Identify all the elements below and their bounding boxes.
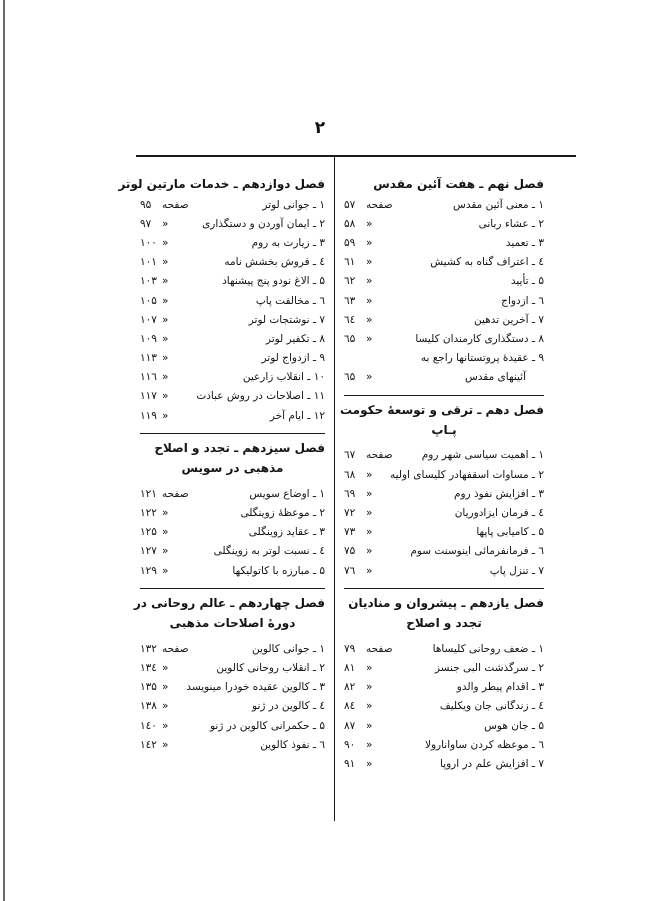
entry-page-number: ٦۹ [344, 487, 356, 500]
entry-page-number: ۱۰۱ [140, 256, 157, 269]
entry-page-number: ٦۱ [344, 256, 356, 269]
page-label: « [366, 564, 373, 577]
toc-entry [140, 542, 325, 561]
column-divider [334, 157, 335, 821]
page-label: « [162, 332, 169, 345]
entry-page-number: ٦۵ [344, 332, 356, 345]
page-label: « [162, 256, 169, 269]
page-label: « [162, 313, 169, 326]
entry-page-number: ۱۲۲ [140, 507, 157, 520]
toc-entry [140, 310, 325, 329]
entry-title: ۲ ـ مساوات اسقفهادر کلیسای اولیه [389, 468, 544, 481]
entry-title: ٤ ـ اعتراف گناه به کشیش [430, 256, 544, 269]
toc-entry [140, 639, 325, 658]
toc-entry [140, 658, 325, 677]
page-label: « [162, 700, 169, 713]
toc-entry [344, 310, 544, 329]
entry-page-number: ۱٤۲ [140, 738, 157, 751]
chapter-title-continued: دورهٔ اصلاحات مذهبی [169, 616, 296, 631]
page-label: « [366, 313, 373, 326]
entry-title: ۷ ـ آخرین تدهین [474, 313, 544, 326]
page-label: « [162, 236, 169, 249]
entry-page-number: ۱٤۰ [140, 719, 157, 732]
page-label: « [162, 738, 169, 751]
chapter-title: فصل دهم ـ ترقی و توسعهٔ حکومت [339, 402, 544, 417]
entry-page-number: ۱۰۷ [140, 313, 157, 326]
entry-title: ۵ ـ الاغ نودو پنج پیشنهاد [222, 275, 325, 288]
toc-entry [344, 446, 544, 465]
toc-entry [344, 561, 544, 580]
toc-entry [140, 214, 325, 233]
entry-page-number: ۱۲۹ [140, 564, 157, 577]
section-divider [344, 588, 544, 589]
page-label: صفحه [366, 198, 393, 211]
toc-entry [140, 195, 325, 214]
toc-entry [140, 735, 325, 754]
page-label: « [366, 507, 373, 520]
page-label: « [162, 661, 169, 674]
toc-entry [344, 716, 544, 735]
chapter-title-continued: مذهبی در سویس [181, 461, 284, 476]
section-divider [140, 588, 325, 589]
entry-title: ۵ ـ جان هوس [484, 719, 544, 732]
chapter-title-continued: تجدد و اصلاح [406, 616, 482, 631]
chapter-title: فصل یازدهم ـ پیشروان و منادیان [348, 596, 544, 611]
page-label: « [366, 526, 373, 539]
entry-title: ۱۰ ـ انقلاب زارعین [242, 371, 325, 384]
entry-title: ۱ ـ اوضاع سویس [249, 487, 325, 500]
page-label: « [366, 468, 373, 481]
entry-page-number: ۹۱ [344, 757, 356, 770]
toc-entry [344, 349, 544, 368]
toc-entry [140, 406, 325, 425]
entry-page-number: ۸۱ [344, 661, 356, 674]
toc-entry [344, 291, 544, 310]
entry-title: ۲ ـ سرگذشت البی جنسز [434, 661, 544, 674]
toc-entry [344, 329, 544, 348]
entry-page-number: ۱۱٦ [140, 371, 157, 384]
toc-entry [140, 387, 325, 406]
page-label: « [162, 294, 169, 307]
entry-page-number: ۱۰۹ [140, 332, 157, 345]
page-label: « [366, 487, 373, 500]
entry-title: ۵ ـ تأیید [510, 275, 544, 288]
entry-title: ۳ ـ تعمید [505, 236, 544, 249]
entry-page-number: ۱۳۵ [140, 681, 157, 694]
page-label: « [162, 409, 169, 422]
page-label: صفحه [366, 642, 393, 655]
toc-entry [344, 233, 544, 252]
toc-entry [344, 697, 544, 716]
entry-title: ۱۲ ـ ایام آخر [269, 409, 325, 422]
page-label: « [162, 526, 169, 539]
toc-entry [344, 272, 544, 291]
toc-column-right [339, 170, 544, 774]
entry-title: ۷ ـ نوشتجات لوتر [248, 313, 325, 326]
entry-title: ٦ ـ ازدواج [501, 294, 544, 307]
entry-page-number: ۷۲ [344, 507, 356, 520]
page-label: « [366, 256, 373, 269]
page-label: « [162, 390, 169, 403]
entry-page-number: ۱۳٤ [140, 661, 157, 674]
toc-entry [344, 678, 544, 697]
entry-title: ۱۱ ـ اصلاحات در روش عبادت [196, 390, 325, 403]
entry-title: ٤ ـ نسبت لوتر به زوینگلی [213, 545, 325, 558]
toc-entry [140, 349, 325, 368]
entry-page-number: ۵۹ [344, 236, 356, 249]
page-label: « [162, 275, 169, 288]
toc-entry [140, 484, 325, 503]
entry-title: ۳ ـ کالوین عقیده خودرا مینویسد [186, 681, 325, 694]
chapter-title-continued: پـاپ [431, 422, 457, 437]
entry-title: ٤ ـ کالوین در ژنو [252, 700, 325, 713]
entry-title: ۹ ـ عقیدهٔ پروتستانها راجع به [420, 352, 544, 365]
entry-title: ۱ ـ جوانی کالوین [252, 642, 325, 655]
entry-title: ٤ ـ زندگانی جان ویکلیف [439, 700, 544, 713]
entry-page-number: ۱۱۷ [140, 390, 157, 403]
toc-entry [344, 542, 544, 561]
entry-page-number: ۱۰۳ [140, 275, 157, 288]
page-label: صفحه [162, 198, 189, 211]
entry-page-number: ۱۱۹ [140, 409, 157, 422]
entry-page-number: ٦۳ [344, 294, 356, 307]
page-label: « [162, 371, 169, 384]
chapter-title: فصل نهم ـ هفت آئین مقدس [373, 177, 544, 191]
page-label: « [162, 352, 169, 365]
toc-entry [344, 195, 544, 214]
toc-entry [344, 253, 544, 272]
entry-title: ٤ ـ فرمان ایزادوریان [454, 507, 544, 520]
entry-title: ۹ ـ ازدواج لوتر [261, 352, 325, 365]
entry-page-number: ۱۳۲ [140, 642, 157, 655]
chapter-title: فصل سیزدهم ـ تجدد و اصلاح [154, 441, 325, 456]
page-label: « [162, 719, 169, 732]
page-label: « [366, 700, 373, 713]
entry-page-number: ۱۲۱ [140, 487, 157, 500]
toc-entry [140, 716, 325, 735]
toc-entry [140, 291, 325, 310]
entry-title: ۷ ـ افزایش علم در اروپا [439, 757, 544, 770]
entry-page-number: ۷۵ [344, 545, 356, 558]
entry-title: ۱ ـ جوانی لوتر [262, 198, 325, 211]
entry-title: ٤ ـ فروش بخشش نامه [224, 256, 325, 269]
section-divider [344, 395, 544, 396]
page-label: « [366, 661, 373, 674]
toc-entry [140, 561, 325, 580]
toc-entry [344, 368, 544, 387]
entry-title: ۵ ـ مبارزه با کاتولیکها [232, 564, 325, 577]
entry-page-number: ۱۱۳ [140, 352, 157, 365]
entry-title: ۸ ـ تکفیر لوتر [265, 332, 325, 345]
page-label: « [366, 275, 373, 288]
section-divider [140, 433, 325, 434]
toc-entry [344, 754, 544, 773]
page-label: « [366, 371, 373, 384]
page-label: « [162, 564, 169, 577]
toc-entry [344, 639, 544, 658]
page-label: صفحه [366, 449, 393, 462]
entry-title: ۳ ـ اقدام پیطر والدو [456, 681, 544, 694]
entry-page-number: ۸۲ [344, 681, 356, 694]
entry-page-number: ۷۹ [344, 642, 356, 655]
toc-entry [140, 329, 325, 348]
page-label: صفحه [162, 642, 189, 655]
toc-entry [140, 503, 325, 522]
entry-page-number: ۹۵ [140, 198, 152, 211]
toc-entry [140, 233, 325, 252]
toc-entry [344, 214, 544, 233]
entry-page-number: ۱۲۷ [140, 545, 157, 558]
entry-title: ۷ ـ تنزل پاپ [489, 564, 544, 577]
entry-title: ۱ ـ اهمیت سیاسی شهر روم [421, 449, 544, 462]
toc-entry [140, 368, 325, 387]
toc-entry [140, 523, 325, 542]
page-label: « [162, 217, 169, 230]
entry-title: ۸ ـ دستگذاری کارمندان کلیسا [415, 332, 544, 345]
entry-title: ۲ ـ ایمان آوردن و دستگذاری [202, 217, 325, 230]
page-label: « [366, 545, 373, 558]
toc-entry [140, 272, 325, 291]
page-label: « [366, 719, 373, 732]
toc-entry [140, 678, 325, 697]
page-left-border [3, 0, 5, 901]
entry-page-number: ۱۳۸ [140, 700, 157, 713]
entry-title: ۳ ـ زیارت به روم [251, 236, 325, 249]
page-label: « [366, 294, 373, 307]
entry-page-number: ۵۸ [344, 217, 356, 230]
entry-title: ۵ ـ حکمرانی کالوین در ژنو [209, 719, 325, 732]
entry-page-number: ٦۸ [344, 468, 356, 481]
entry-page-number: ۸٤ [344, 700, 356, 713]
toc-entry [344, 658, 544, 677]
toc-entry [344, 523, 544, 542]
toc-entry [344, 503, 544, 522]
entry-title: ۲ ـ موعظهٔ زوینگلی [240, 507, 325, 520]
page-label: صفحه [162, 487, 189, 500]
entry-title: ٦ ـ فرمانفرمائی اینوسنت سوم [410, 545, 544, 558]
entry-page-number: ٦٤ [344, 313, 356, 326]
entry-page-number: ۱۰۵ [140, 294, 157, 307]
page-label: « [366, 217, 373, 230]
chapter-title: فصل دوازدهم ـ خدمات مارتین لوتر [118, 177, 325, 191]
entry-title: آئینهای مقدس [464, 371, 526, 384]
page-label: « [366, 757, 373, 770]
entry-title: ٦ ـ مخالفت پاپ [255, 294, 325, 307]
page-label: « [366, 738, 373, 751]
toc-entry [140, 253, 325, 272]
entry-title: ۳ ـ عقاید زوینگلی [248, 526, 325, 539]
entry-title: ۲ ـ عشاء ربانی [478, 217, 544, 230]
entry-page-number: ٦۷ [344, 449, 356, 462]
toc-entry [344, 735, 544, 754]
entry-title: ۱ ـ ضعف روحانی کلیساها [432, 642, 544, 655]
entry-title: ۱ ـ معنی آئین مقدس [453, 198, 544, 211]
entry-title: ٦ ـ موعظه کردن ساوانارولا [424, 738, 544, 751]
toc-entry [344, 465, 544, 484]
entry-page-number: ۱۰۰ [140, 236, 157, 249]
header-rule [136, 155, 576, 157]
page-number: ۲ [314, 118, 326, 138]
toc-entry [344, 484, 544, 503]
entry-page-number: ٦۵ [344, 371, 356, 384]
page-label: « [366, 332, 373, 345]
entry-title: ۲ ـ انقلاب روحانی کالوین [216, 661, 325, 674]
entry-page-number: ٦۲ [344, 275, 356, 288]
page-label: « [162, 507, 169, 520]
chapter-title: فصل چهاردهم ـ عالم روحانی در [133, 596, 325, 611]
entry-page-number: ۷٦ [344, 564, 356, 577]
entry-title: ۳ ـ افزایش نفوذ روم [454, 487, 544, 500]
page-label: « [366, 236, 373, 249]
page-label: « [162, 545, 169, 558]
page-label: « [162, 681, 169, 694]
entry-page-number: ۸۷ [344, 719, 356, 732]
entry-title: ۵ ـ کامیابی پاپها [476, 526, 544, 539]
entry-page-number: ۹۷ [140, 217, 152, 230]
toc-column-left [118, 170, 325, 754]
toc-entry [140, 697, 325, 716]
page-label: « [366, 681, 373, 694]
entry-page-number: ۷۳ [344, 526, 356, 539]
entry-page-number: ۱۲۵ [140, 526, 157, 539]
entry-title: ٦ ـ نفوذ کالوین [260, 738, 325, 751]
entry-page-number: ۹۰ [344, 738, 356, 751]
entry-page-number: ۵۷ [344, 198, 356, 211]
